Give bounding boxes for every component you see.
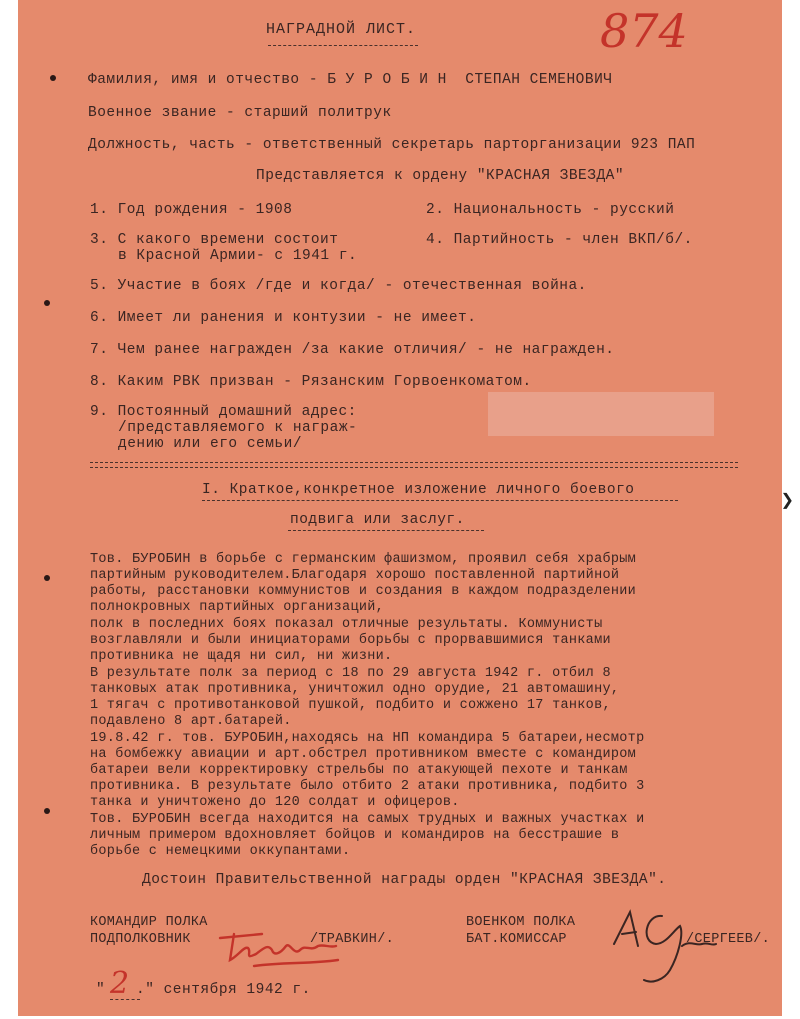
item-birth: 1. Год рождения - 1908 <box>90 202 293 218</box>
sig-right-name: /СЕРГЕЕВ/. <box>686 932 771 947</box>
punch-hole-2 <box>44 300 50 306</box>
body-line: возглавляли и были инициаторами борьбы с прорвавшимися танками <box>90 633 611 648</box>
section-title-2: подвига или заслуг. <box>290 512 465 528</box>
date-day: 2 <box>110 966 130 1001</box>
item-army-since-2: в Красной Армии- с 1941 г. <box>118 248 358 264</box>
item-address-2: /представляемого к награж- <box>118 420 358 436</box>
body-line: личным примером вдохновляет бойцов и командиров на бесстрашие в <box>90 828 620 843</box>
date-open-quote: " <box>96 982 106 998</box>
punch-hole-4 <box>44 808 50 814</box>
item-rvk: 8. Каким РВК призван - Рязанским Горвоенкоматом. <box>90 374 532 390</box>
item-address-3: дению или его семьи/ <box>118 436 303 452</box>
body-line: 1 тягач с противотанковой пушкой, подбито и сожжено 17 танков, <box>90 698 611 713</box>
body-line: полк в последних боях показал отличные результаты. Коммунисты <box>90 617 603 632</box>
sig-right-title: ВОЕНКОМ ПОЛКА <box>466 915 576 930</box>
section-title-1: I. Краткое,конкретное изложение личного боевого <box>202 482 635 498</box>
body-line: подавлено 8 арт.батарей. <box>90 714 292 729</box>
body-line: танковых атак противника, уничтожил одно орудие, 21 автомашину, <box>90 682 620 697</box>
body-line: танка и уничтожено до 120 солдат и офицеров. <box>90 795 460 810</box>
award-sheet <box>18 0 782 1016</box>
item-address-1: 9. Постоянный домашний адрес: <box>90 404 357 420</box>
sig-right-rank: БАТ.КОМИССАР <box>466 932 567 947</box>
redacted-address <box>488 392 714 436</box>
body-line: полнокровных партийных организаций, <box>90 600 385 615</box>
punch-hole-1 <box>50 75 56 81</box>
sig-left-rank: ПОДПОЛКОВНИК <box>90 932 191 947</box>
signature-travkin <box>214 916 342 976</box>
field-position: Должность, часть - ответственный секретарь парторганизации 923 ПАП <box>88 137 696 153</box>
body-line: партийным руководителем.Благодаря хорошо поставленной партийной <box>90 568 620 583</box>
award-request: Представляется к ордену "КРАСНАЯ ЗВЕЗДА" <box>256 168 625 184</box>
item-battles: 5. Участие в боях /где и когда/ - отечественная война. <box>90 278 587 294</box>
body-line: батареи вели корректировку стрельбы по атакующей пехоте и танкам <box>90 763 628 778</box>
field-name: Фамилия, имя и отчество - Б У Р О Б И Н СТЕПАН СЕМЕНОВИЧ <box>88 72 613 88</box>
conclusion: Достоин Правительственной награды орден "КРАСНАЯ ЗВЕЗДА". <box>142 872 667 888</box>
body-line: Тов. БУРОБИН всегда находится на самых трудных и важных участках и <box>90 812 645 827</box>
body-line: 19.8.42 г. тов. БУРОБИН,находясь на НП командира 5 батареи,несмотр <box>90 731 645 746</box>
sig-left-name: /ТРАВКИН/. <box>310 932 395 947</box>
item-nationality: 2. Национальность - русский <box>426 202 675 218</box>
punch-hole-3 <box>44 575 50 581</box>
doc-title: НАГРАДНОЙ ЛИСТ. <box>266 21 417 38</box>
title-underline <box>268 45 418 46</box>
section-underline-1 <box>202 500 678 501</box>
item-prior-awards: 7. Чем ранее награжден /за какие отличия/ - не награжден. <box>90 342 615 358</box>
body-line: противника. В результате было отбито 2 атаки противника, подбито 3 <box>90 779 645 794</box>
signature-sergeev <box>604 900 720 990</box>
field-rank: Военное звание - старший политрук <box>88 105 392 121</box>
date-underline <box>110 999 140 1000</box>
section-underline-2 <box>288 530 484 531</box>
handwritten-number: 874 <box>600 4 688 58</box>
item-wounds: 6. Имеет ли ранения и контузии - не имеет. <box>90 310 477 326</box>
body-line: работы, расстановки коммунистов и создания в каждом подразделении <box>90 584 637 599</box>
body-line: борьбе с немецкими оккупантами. <box>90 844 351 859</box>
body-line: противника не щадя ни сил, ни жизни. <box>90 649 393 664</box>
item-party: 4. Партийность - член ВКП/б/. <box>426 232 693 248</box>
chevron-right-icon[interactable]: ❯ <box>780 489 794 514</box>
body-line: на бомбежку авиации и арт.обстрел противником вместе с командиром <box>90 747 637 762</box>
date-rest: ." сентября 1942 г. <box>136 982 311 998</box>
separator-line <box>90 462 738 468</box>
body-line: В результате полк за период с 18 по 29 августа 1942 г. отбил 8 <box>90 666 611 681</box>
sig-left-title: КОМАНДИР ПОЛКА <box>90 915 208 930</box>
body-line: Тов. БУРОБИН в борьбе с германским фашизмом, проявил себя храбрым <box>90 552 637 567</box>
item-army-since-1: 3. С какого времени состоит <box>90 232 339 248</box>
